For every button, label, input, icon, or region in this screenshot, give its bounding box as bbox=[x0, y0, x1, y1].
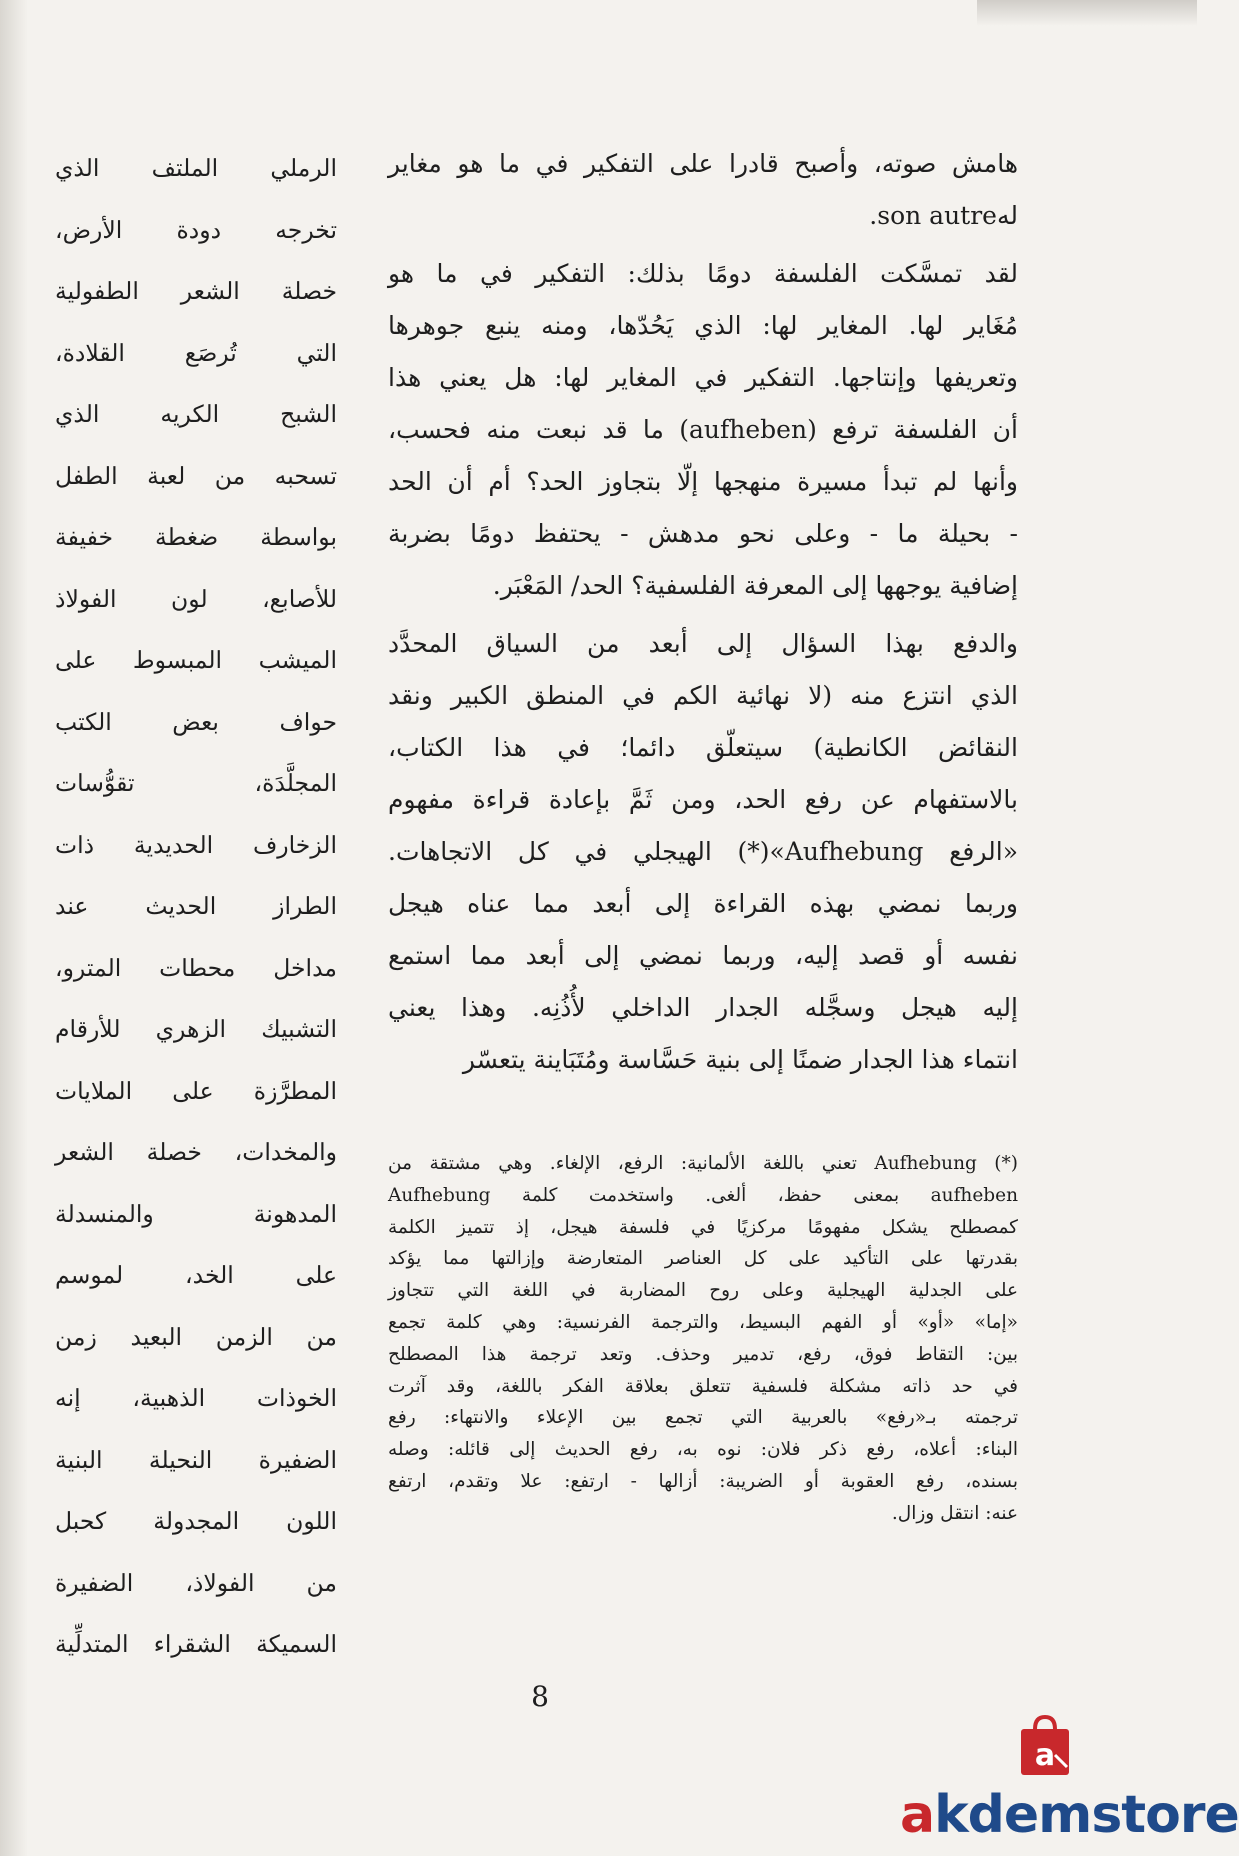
paragraph-2 bbox=[388, 248, 1018, 612]
text-line: مُغَاير لها. المغاير لها: الذي يَحُدّها، ومنه ينبع جوهرها bbox=[388, 311, 1018, 340]
footnote bbox=[388, 1148, 1018, 1530]
side-column-line: بواسطة ضغطة خفيفة bbox=[55, 523, 337, 551]
main-column bbox=[388, 138, 1018, 1086]
side-column-line: تخرجه دودة الأرض، bbox=[55, 215, 337, 244]
side-column-line: خصلة الشعر الطفولية bbox=[55, 277, 337, 305]
side-column-line: الطراز الحديث عند bbox=[55, 892, 337, 920]
text-line: لقد تمسَّكت الفلسفة دومًا بذلك: التفكير في ما هو bbox=[388, 259, 1018, 288]
text-line: - بحيلة ما - وعلى نحو مدهش - يحتفظ دومًا بضربة bbox=[388, 519, 1018, 548]
scan-top-shadow bbox=[977, 0, 1197, 26]
text-line: أن الفلسفة ترفع (aufheben) ما قد نبعت منه فحسب، bbox=[388, 415, 1018, 444]
side-column-line: المجلَّدَة، تقوُّسات bbox=[55, 769, 337, 797]
shopping-bag-book-icon bbox=[1015, 1715, 1075, 1777]
side-column-line: الخوذات الذهبية، إنه bbox=[55, 1384, 337, 1412]
text-line: نفسه أو قصد إليه، وربما نمضي إلى أبعد مما استمع bbox=[388, 941, 1018, 970]
footnote-line: على الجدلية الهيجلية وعلى روح المضاربة في اللغة التي تتجاوز bbox=[388, 1280, 1018, 1302]
side-column-line: للأصابع، لون الفولاذ bbox=[55, 584, 337, 613]
text-line: الذي انتزع منه (لا نهائية الكم في المنطق الكبير ونقد bbox=[388, 681, 1018, 710]
side-column-line: المطرَّزة على الملايات bbox=[55, 1076, 337, 1105]
text-line: إضافية يوجهها إلى المعرفة الفلسفية؟ الحد/ المَعْبَر. bbox=[492, 571, 1018, 600]
side-column-line: الميشب المبسوط على bbox=[55, 646, 337, 674]
footnote-line: بين: التقاط فوق، رفع، تدمير وحذف. وتعد ترجمة هذا المصطلح bbox=[388, 1343, 1018, 1365]
side-column-line: التي تُرصَع القلادة، bbox=[55, 338, 337, 367]
footnote-line: عنه: انتقل وزال. bbox=[891, 1502, 1018, 1524]
side-column-line: السميكة الشقراء المتدلِّية bbox=[55, 1630, 337, 1658]
side-column-line: والمخدات، خصلة الشعر bbox=[55, 1138, 337, 1166]
side-column-line: الزخارف الحديدية ذات bbox=[55, 830, 337, 859]
footnote-line: بقدرتها على التأكيد على كل العناصر المتعارضة وإزالتها مما يؤكد bbox=[388, 1248, 1018, 1270]
text-line: وتعريفها وإنتاجها. التفكير في المغاير لها: هل يعني هذا bbox=[388, 363, 1018, 392]
text-line: إليه هيجل وسجَّله الجدار الداخلي لأُذُنِه. وهذا يعني bbox=[388, 993, 1018, 1022]
side-column-line: التشبيك الزهري للأرقام bbox=[55, 1015, 337, 1043]
footnote-line: كمصطلح يشكل مفهومًا مركزيًا في فلسفة هيجل، إذ تتميز الكلمة bbox=[388, 1216, 1018, 1238]
text-line: والدفع بهذا السؤال إلى أبعد من السياق المحدَّد bbox=[388, 629, 1018, 658]
side-column-line: الرملي الملتف الذي bbox=[55, 154, 337, 182]
footnote-line: «إما» «أو» أو الفهم البسيط، والترجمة الفرنسية: وهي كلمة تجمع bbox=[388, 1311, 1018, 1333]
side-column-line: اللون المجدولة كحبل bbox=[55, 1507, 337, 1535]
text-line: وربما نمضي بهذه القراءة إلى أبعد مما عناه هيجل bbox=[388, 889, 1018, 918]
text-line: لهson autre. bbox=[869, 201, 1018, 230]
footnote-line: ترجمته بـ«رفع» بالعربية التي تجمع بين الإعلاء والانتهاء: رفع bbox=[388, 1407, 1018, 1429]
paragraph-1 bbox=[388, 138, 1018, 242]
svg-text:a: a bbox=[1034, 1738, 1056, 1773]
text-line: «الرفع Aufhebung»(*) الهيجلي في كل الاتجاهات. bbox=[388, 837, 1018, 866]
text-line: بالاستفهام عن رفع الحد، ومن ثَمَّ بإعادة قراءة مفهوم bbox=[388, 785, 1018, 814]
scan-edge-shadow bbox=[0, 0, 28, 1856]
footnote-line: (*) Aufhebung تعني باللغة الألمانية: الرفع، الإلغاء. وهي مشتقة من bbox=[388, 1153, 1018, 1174]
text-line: انتماء هذا الجدار ضمنًا إلى بنية حَسَّاسة ومُتَبَاينة يتعسّر bbox=[462, 1045, 1018, 1074]
footnote-line: بسنده، رفع العقوبة أو الضريبة: أزالها - ارتفع: علا وتقدم، ارتفع bbox=[388, 1470, 1018, 1492]
side-column bbox=[55, 138, 337, 1658]
side-column-line: الضفيرة النحيلة البنية bbox=[55, 1445, 337, 1474]
text-line: وأنها لم تبدأ مسيرة منهجها إلّا بتجاوز الحد؟ أم أن الحد bbox=[388, 467, 1018, 496]
watermark-logo bbox=[900, 1715, 1239, 1855]
side-column-line: من الزمن البعيد زمن bbox=[55, 1322, 337, 1351]
side-column-line: على الخد، لموسم bbox=[55, 1261, 337, 1289]
footnote-line: aufheben بمعنى حفظ، ألغى. واستخدمت كلمة Aufhebung bbox=[388, 1184, 1018, 1206]
paragraph-3 bbox=[388, 618, 1018, 1086]
footnote-line: في حد ذاته مشكلة فلسفية تتعلق بعلاقة الفكر باللغة، وقد آثرت bbox=[388, 1375, 1018, 1397]
page-number: 8 bbox=[531, 1680, 549, 1713]
side-column-line: الشبح الكريه الذي bbox=[55, 400, 337, 428]
footnote-line: البناء: أعلاه، رفع ذكر فلان: نوه به، رفع الحديث إلى قائله: وصله bbox=[388, 1439, 1018, 1461]
side-column-line: مداخل محطات المترو، bbox=[55, 953, 337, 982]
side-column-line: حواف بعض الكتب bbox=[55, 707, 337, 736]
watermark-text: akdemstore bbox=[900, 1785, 1239, 1845]
side-column-line: تسحبه من لعبة الطفل bbox=[55, 461, 337, 490]
side-column-line: المدهونة والمنسدلة bbox=[55, 1199, 337, 1228]
side-column-line: من الفولاذ، الضفيرة bbox=[55, 1568, 337, 1597]
text-line: النقائض الكانطية) سيتعلّق دائما؛ في هذا الكتاب، bbox=[388, 733, 1018, 762]
text-line: هامش صوته، وأصبح قادرا على التفكير في ما هو مغاير bbox=[388, 149, 1018, 178]
